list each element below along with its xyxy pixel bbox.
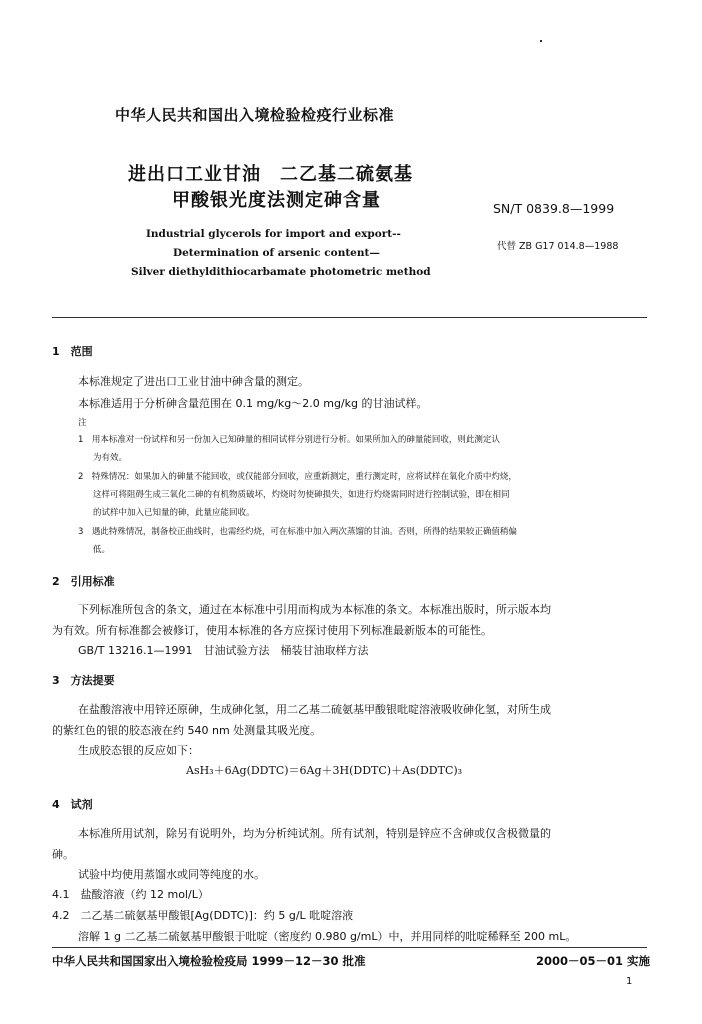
section-4-paragraph: 本标准所用试剂，除另有说明外，均为分析纯试剂。所有试剂，特别是锌应不含砷或仅含极微量的 bbox=[78, 827, 551, 840]
section-3-heading: 3 方法提要 bbox=[52, 674, 115, 687]
approval-line: 中华人民共和国国家出入境检验检疫局 1999－12－30 批准 bbox=[52, 954, 366, 968]
section-4-paragraph: 试验中均使用蒸馏水或同等纯度的水。 bbox=[78, 868, 265, 881]
section-3-paragraph: 在盐酸溶液中用锌还原砷，生成砷化氢，用二乙基二硫氨基甲酸银吡啶溶液吸收砷化氢，对所生成 bbox=[78, 703, 551, 716]
header-rule bbox=[52, 317, 647, 318]
section-2-paragraph: 为有效。所有标准都会被修订，使用本标准的各方应探讨使用下列标准最新版本的可能性。 bbox=[52, 624, 492, 637]
speck bbox=[540, 40, 542, 42]
note-line: 低。 bbox=[93, 545, 111, 555]
note-label: 注 bbox=[78, 418, 87, 428]
page-number: 1 bbox=[626, 976, 633, 987]
standard-org-title: 中华人民共和国出入境检验检疫行业标准 bbox=[115, 106, 395, 124]
section-3-paragraph: 的紫红色的银的胶态液在约 540 nm 处测量其吸光度。 bbox=[52, 724, 322, 737]
english-title-line-2: Determination of arsenic content— bbox=[173, 247, 380, 259]
reagent-item: 4.2 二乙基二硫氨基甲酸银[Ag(DDTC)]：约 5 g/L 吡啶溶液 bbox=[52, 909, 354, 922]
section-1-paragraph: 本标准规定了进出口工业甘油中砷含量的测定。 bbox=[78, 375, 309, 388]
note-line: 2 特殊情况：如果加入的砷量不能回收，或仅能部分回收，应重新测定，重行测定时，应将试样在氧化介质中灼烧， bbox=[78, 472, 517, 482]
english-title-line-1: Industrial glycerols for import and export-- bbox=[146, 228, 401, 240]
note-line: 3 遇此特殊情况，制备校正曲线时，也需经灼烧，可在标准中加入两次蒸馏的甘油。否则，所得的结果较正确值稍偏 bbox=[78, 527, 517, 537]
standard-code: SN/T 0839.8—1999 bbox=[493, 201, 615, 216]
section-2-heading: 2 引用标准 bbox=[52, 575, 115, 588]
replaces-code: 代替 ZB G17 014.8—1988 bbox=[497, 241, 619, 252]
section-2-paragraph: 下列标准所包含的条文，通过在本标准中引用而构成为本标准的条文。本标准出版时，所示版本均 bbox=[78, 603, 551, 616]
referenced-standard: GB/T 13216.1—1991 甘油试验方法 桶装甘油取样方法 bbox=[78, 644, 369, 657]
note-line: 的试样中加入已知量的砷，此量应能回收。 bbox=[93, 508, 255, 518]
note-line: 1 用本标准对一份试样和另一份加入已知砷量的相同试样分别进行分析。如果所加入的砷量能回收，则此测定认 bbox=[78, 435, 500, 445]
english-title-line-3: Silver diethyldithiocarbamate photometric method bbox=[131, 266, 431, 278]
section-1-heading: 1 范围 bbox=[52, 345, 93, 358]
footer-rule bbox=[52, 947, 647, 948]
implementation-date: 2000－05－01 实施 bbox=[536, 954, 651, 968]
reagent-item: 4.1 盐酸溶液（约 12 mol/L） bbox=[52, 888, 209, 901]
section-4-paragraph: 砷。 bbox=[52, 848, 74, 861]
note-line: 为有效。 bbox=[93, 453, 128, 463]
section-3-paragraph: 生成胶态银的反应如下： bbox=[78, 744, 199, 757]
section-1-paragraph: 本标准适用于分析砷含量范围在 0.1 mg/kg～2.0 mg/kg 的甘油试样。 bbox=[78, 397, 428, 410]
note-line: 这样可将阻碍生成三氧化二砷的有机物质破坏，灼烧时勿使砷损失，如进行灼烧需同时进行控制试验，即在相同 bbox=[93, 490, 510, 500]
reaction-equation: AsH₃＋6Ag(DDTC)＝6Ag＋3H(DDTC)＋As(DDTC)₃ bbox=[186, 764, 463, 777]
reagent-description: 溶解 1 g 二乙基二硫氨基甲酸银于吡啶（密度约 0.980 g/mL）中，并用同样的吡啶稀释至 200 mL。 bbox=[78, 930, 577, 943]
section-4-heading: 4 试剂 bbox=[52, 798, 93, 811]
document-title-line-2: 甲酸银光度法测定砷含量 bbox=[172, 190, 381, 211]
document-title-line-1: 进出口工业甘油 二乙基二硫氨基 bbox=[128, 164, 413, 185]
